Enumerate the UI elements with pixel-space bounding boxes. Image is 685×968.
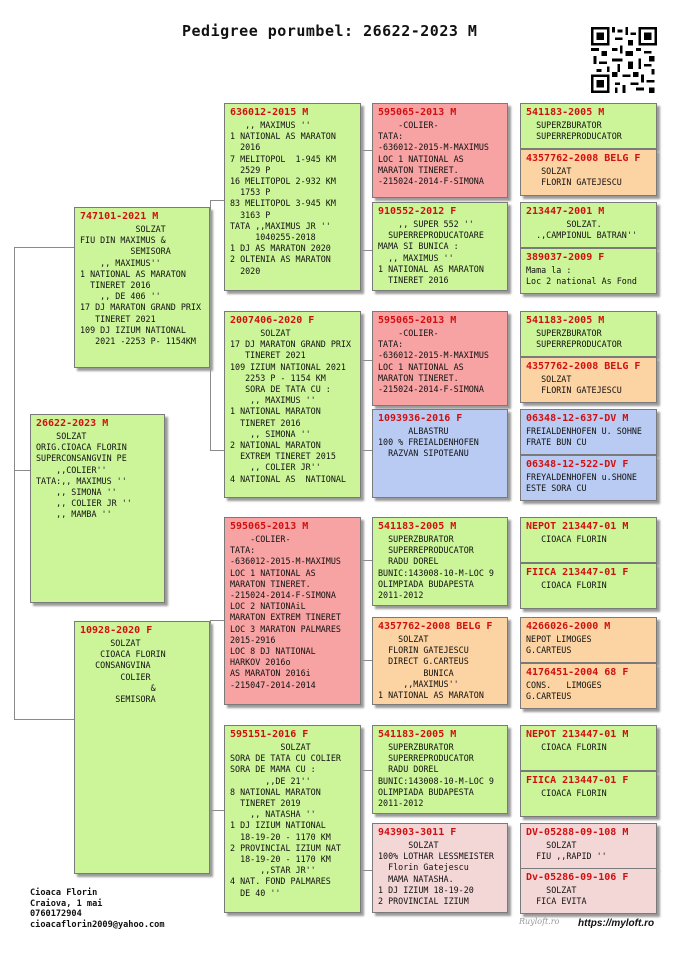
ring-number: 2007406-2020 F (230, 315, 315, 326)
ring-number: 541183-2005 M (526, 107, 605, 118)
ring-number: 4266026-2000 M (526, 621, 611, 632)
card-notes: FREIALDENHOFEN U. SOHNE FRATE BUN CU (526, 426, 642, 448)
card-notes: SOLZAT FLORIN GATEJESCU DIRECT G.CARTEUS BUNICA ,,MAXIMUS'' 1 NATIONAL AS MARATON (378, 634, 484, 701)
pedigree-card-gen4-6 (372, 617, 508, 705)
card-notes: SOLZAT ORIG.CIOACA FLORIN SUPERCONSANGVIN PE ,,COLIER'' TATA:,, MAXIMUS '' ,, SIMONA '' ,, COLIER JR '' ,, MAMBA '' (36, 431, 132, 520)
pedigree-card-subject (30, 414, 165, 603)
pedigree-card-gen5-10 (520, 563, 657, 609)
card-notes: SOLZAT FLORIN GATEJESCU (541, 166, 622, 188)
card-notes: CONS. LIMOGES G.CARTEUS (526, 680, 602, 702)
card-notes: SOLZAT 17 DJ MARATON GRAND PRIX TINERET 2021 109 IZIUM NATIONAL 2021 2253 P - 1154 KM SORA DE TATA CU : ,, MAXIMUS '' 1 NATIONAL MARATON TINERET 2016 ,, SIMONA '' 2 NATIONAL MARATON EXTREM TINERET 2015 ,, COLIER JR'' 4 NATIONAL AS NATIONAL (230, 328, 352, 484)
card-notes: SUPERZBURATOR SUPERREPRODUCATOR (536, 120, 622, 142)
ring-number: FIICA 213447-01 F (526, 567, 629, 578)
pedigree-card-gen4-4 (372, 409, 508, 498)
website-link[interactable]: https://myloft.ro (578, 918, 655, 929)
ring-number: 4176451-2004 68 F (526, 667, 629, 678)
card-notes: -COLIER- TATA: -636012-2015-M-MAXIMUS LOC 1 NATIONAL AS MARATON TINERET. -215024-2014-F-SIMONA (378, 120, 489, 187)
card-notes: SOLZAT FIU DIN MAXIMUS & SEMISORA ,, MAXIMUS'' 1 NATIONAL AS MARATON TINERET 2016 ,, DE 406 '' 17 DJ MARATON GRAND PRIX TINERET 2021 109 DJ IZIUM NATIONAL 2021 -2253 P- 1154KM (80, 224, 202, 347)
card-notes: SUPERZBURATOR SUPERREPRODUCATOR RADU DOREL BUNIC:143008-10-M-LOC 9 OLIMPIADA BUDAPESTA 2011-2012 (378, 534, 494, 601)
pedigree-card-gen4-5 (372, 517, 508, 606)
pedigree-card-gen5-9 (520, 517, 657, 563)
card-notes: -COLIER- TATA: -636012-2015-M-MAXIMUS LOC 1 NATIONAL AS MARATON TINERET. -215024-2014-F-SIMONA (378, 328, 489, 395)
ring-number: 636012-2015 M (230, 107, 309, 118)
pedigree-card-gen4-3 (372, 311, 508, 406)
ring-number: 4357762-2008 BELG F (526, 153, 641, 164)
pedigree-card-granddam-paternal (224, 311, 361, 498)
pedigree-card-gen5-1 (520, 103, 657, 149)
ring-number: 541183-2005 M (378, 729, 457, 740)
ring-number: 4357762-2008 BELG F (378, 621, 493, 632)
pedigree-card-dam (74, 621, 210, 874)
card-notes: ,, SUPER 552 '' SUPERREPRODUCATOARE MAMA SI BUNICA : ,, MAXIMUS '' 1 NATIONAL AS MARATON TINERET 2016 (378, 219, 484, 286)
card-notes: NEPOT LIMOGES G.CARTEUS (526, 634, 592, 656)
ring-number: 213447-2001 M (526, 206, 605, 217)
qr-code (591, 27, 657, 93)
ring-number: Dv-05286-09-106 F (526, 872, 629, 883)
ring-number: 1093936-2016 F (378, 413, 463, 424)
card-notes: ALBASTRU 100 % FREIALDENHOFEN RAZVAN SIPOTEANU (378, 426, 479, 459)
pedigree-card-gen5-16 (520, 868, 657, 914)
pedigree-card-gen5-2 (520, 149, 657, 196)
ring-number: 10928-2020 F (80, 625, 153, 636)
card-notes: SOLZAT SORA DE TATA CU COLIER SORA DE MAMA CU : ,,DE 21'' 8 NATIONAL MARATON TINERET 2019 ,, NATASHA '' 1 DJ IZIUM NATIONAL 18-19-20 - 1170 KM 2 PROVINCIAL IZIUM NAT 18-19-20 - 1170 KM ,,STAR JR'' 4 NAT. FOND PALMARES DE 40 '' (230, 742, 341, 898)
card-notes: SOLZAT CIOACA FLORIN CONSANGVINA COLIER & SEMISORA (95, 638, 166, 705)
pedigree-card-gen5-7 (520, 409, 657, 455)
card-notes: CIOACA FLORIN (526, 534, 607, 544)
pedigree-card-sire (74, 207, 210, 368)
card-notes: -COLIER- TATA: -636012-2015-M-MAXIMUS LOC 1 NATIONAL AS MARATON TINERET. -215024-2014-F-SIMONA LOC 2 NATIONAiL MARATON EXTREM TINERET LOC 3 MARATON PALMARES 2015-2916 LOC 8 DJ NATIONAL HARKOV 2016o AS MARATON 2016i -215047-2014-2014 (230, 534, 341, 690)
ring-number: NEPOT 213447-01 M (526, 521, 629, 532)
pedigree-card-gen5-6 (520, 357, 657, 403)
card-notes: SOLZAT FLORIN GATEJESCU (541, 374, 622, 396)
pedigree-card-gen5-12 (520, 663, 657, 709)
ring-number: 595065-2013 M (230, 521, 309, 532)
breeder-contact: Cioaca Florin Craiova, 1 mai 0760172904 cioacaflorin2009@yahoo.com (30, 888, 165, 930)
ring-number: 541183-2005 M (526, 315, 605, 326)
pedigree-card-gen5-3 (520, 202, 657, 248)
ring-number: 06348-12-637-DV M (526, 413, 629, 424)
pedigree-card-gen5-15 (520, 823, 657, 869)
ring-number: 595065-2013 M (378, 107, 457, 118)
pedigree-card-gen4-7 (372, 725, 508, 814)
ring-number: FIICA 213447-01 F (526, 775, 629, 786)
card-notes: ,, MAXIMUS '' 1 NATIONAL AS MARATON 2016 7 MELITOPOL 1-945 KM 2529 P 16 MELITOPOL 2-932 KM 1753 P 83 MELITOPOL 3-945 KM 3163 P TATA ,,MAXIMUS JR '' 1040255-2018 1 DJ AS MARATON 2020 2 OLTENIA AS MARATON 2020 (230, 120, 336, 276)
ring-number: 595151-2016 F (230, 729, 309, 740)
pedigree-card-gen5-13 (520, 725, 657, 771)
pedigree-card-gen5-8 (520, 455, 657, 501)
card-notes: SOLZAT 100% LOTHAR LESSMEISTER Florin Gatejescu MAMA NATASHA. 1 DJ IZIUM 18-19-20 2 PROVINCIAL IZIUM (378, 840, 494, 907)
pedigree-card-gen5-5 (520, 311, 657, 357)
ring-number: DV-05288-09-108 M (526, 827, 629, 838)
page-title: Pedigree porumbel: 26622-2023 M (182, 22, 478, 40)
ring-number: 943903-3011 F (378, 827, 457, 838)
card-notes: FREYALDENHOFEN u.SHONE ESTE SORA CU (526, 472, 637, 494)
ring-number: 595065-2013 M (378, 315, 457, 326)
ring-number: NEPOT 213447-01 M (526, 729, 629, 740)
pedigree-card-granddam-maternal (224, 725, 361, 913)
pedigree-card-grandsire-maternal (224, 517, 361, 705)
pedigree-card-gen5-14 (520, 771, 657, 817)
card-notes: SOLZAT FIU ,,RAPID '' (536, 840, 607, 862)
card-notes: SUPERZBURATOR SUPERREPRODUCATOR (536, 328, 622, 350)
ring-number: 541183-2005 M (378, 521, 457, 532)
pedigree-card-gen5-11 (520, 617, 657, 663)
pedigree-card-grandsire-paternal (224, 103, 361, 291)
card-notes: Mama la : Loc 2 national As Fond (526, 265, 637, 287)
card-notes: SOLZAT. .,CAMPIONUL BATRAN'' (536, 219, 637, 241)
ring-number: 747101-2021 M (80, 211, 159, 222)
card-notes: CIOACA FLORIN (526, 742, 607, 752)
card-notes: SOLZAT FICA EVITA (536, 885, 587, 907)
signature: Ruyloft.ro (519, 917, 560, 926)
ring-number: 06348-12-522-DV F (526, 459, 629, 470)
ring-number: 26622-2023 M (36, 418, 109, 429)
pedigree-card-gen4-8 (372, 823, 508, 913)
card-notes: CIOACA FLORIN (526, 788, 607, 798)
ring-number: 389037-2009 F (526, 252, 605, 263)
pedigree-card-gen5-4 (520, 248, 657, 294)
ring-number: 4357762-2008 BELG F (526, 361, 641, 372)
card-notes: SUPERZBURATOR SUPERREPRODUCATOR RADU DOREL BUNIC:143008-10-M-LOC 9 OLIMPIADA BUDAPESTA 2011-2012 (378, 742, 494, 809)
pedigree-card-gen4-2 (372, 202, 508, 291)
card-notes: CIOACA FLORIN (526, 580, 607, 590)
ring-number: 910552-2012 F (378, 206, 457, 217)
pedigree-card-gen4-1 (372, 103, 508, 198)
